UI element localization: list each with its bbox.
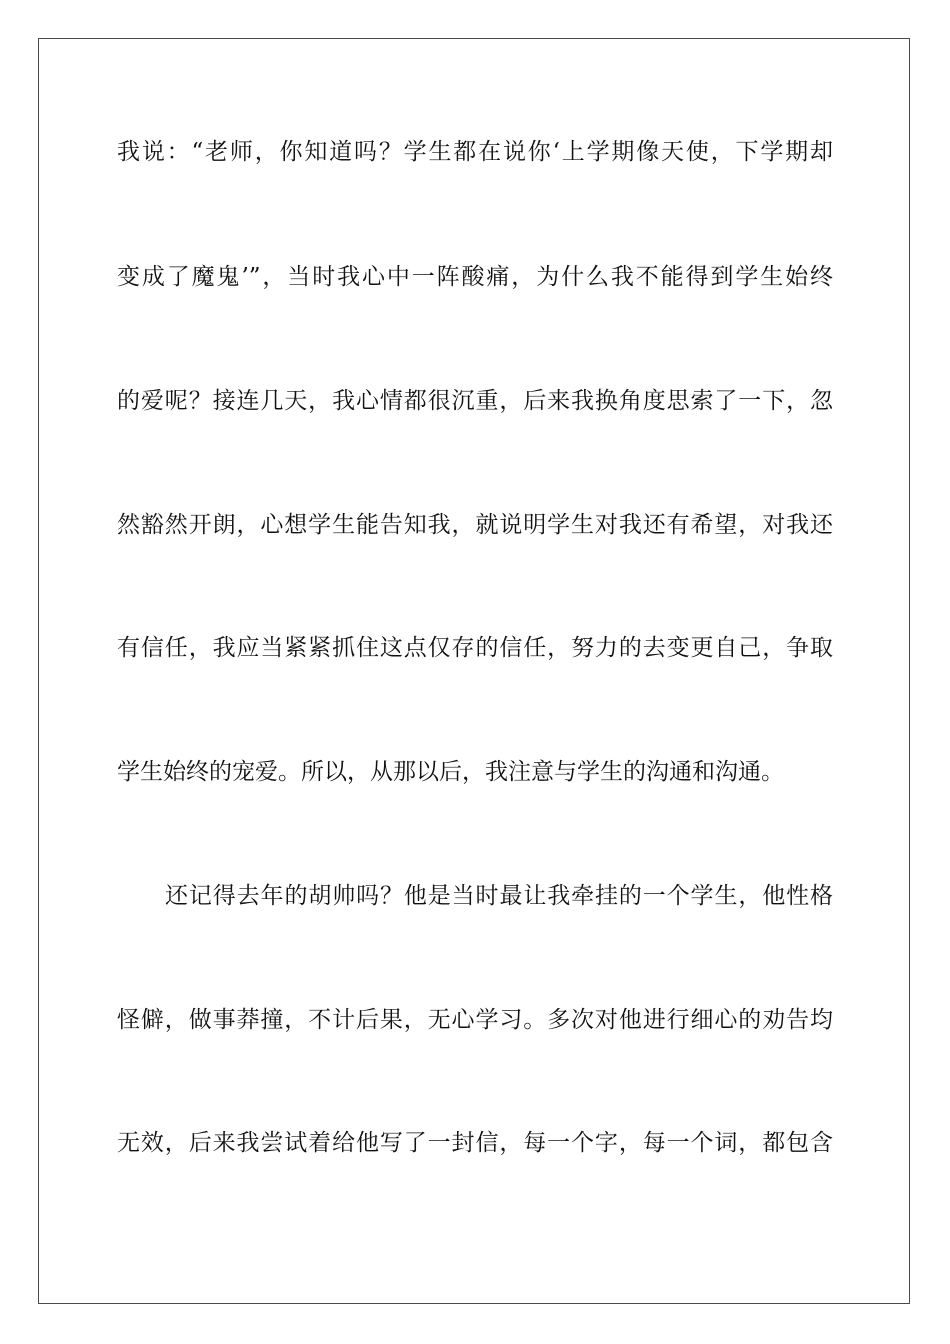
paragraph-line: 然豁然开朗，心想学生能告知我，就说明学生对我还有希望，对我还: [117, 512, 833, 538]
paragraph-line: 学生始终的宠爱。所以，从那以后，我注意与学生的沟通和沟通。: [117, 759, 784, 785]
paragraph-line: 我说：“老师，你知道吗？学生都在说你‘上学期像天使，下学期却: [117, 139, 833, 165]
paragraph-line: 的爱呢？接连几天，我心情都很沉重，后来我换角度思索了一下，忽: [117, 388, 833, 414]
paragraph-line: 有信任，我应当紧紧抓住这点仅存的信任，努力的去变更自己，争取: [117, 635, 833, 661]
paragraph-line: 变成了魔鬼’”，当时我心中一阵酸痛，为什么我不能得到学生始终: [117, 264, 833, 290]
page-border: [38, 38, 910, 1304]
paragraph-line: 怪僻，做事莽撞，不计后果，无心学习。多次对他进行细心的劝告均: [117, 1007, 833, 1033]
paragraph-line: 无效，后来我尝试着给他写了一封信，每一个字，每一个词，都包含: [117, 1130, 833, 1156]
paragraph-first-line: 还记得去年的胡帅吗？他是当时最让我牵挂的一个学生，他性格: [165, 883, 833, 909]
